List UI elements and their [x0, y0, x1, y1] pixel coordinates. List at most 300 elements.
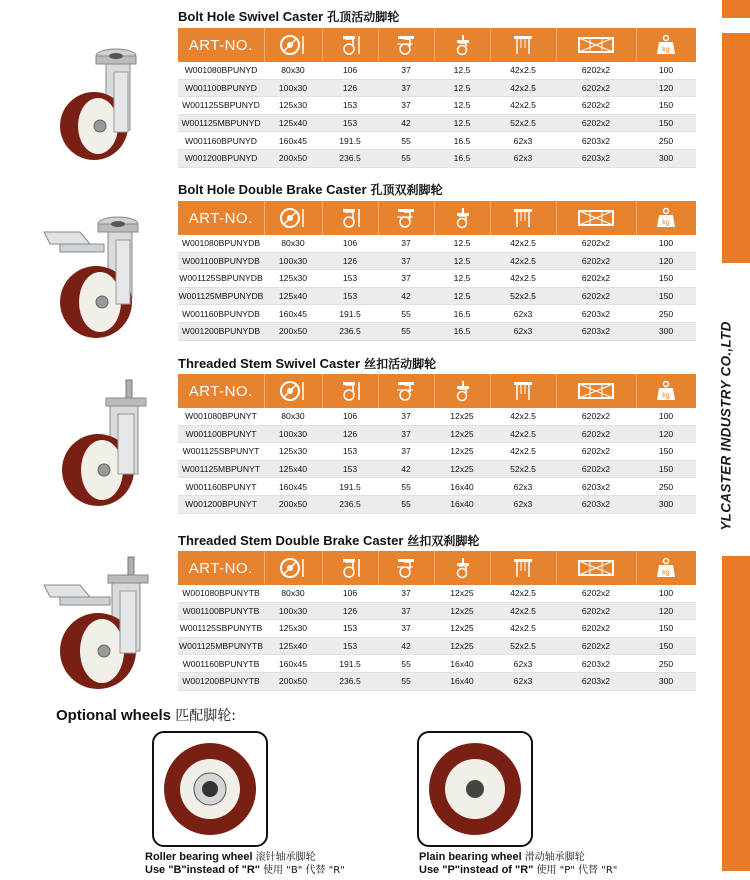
- cell-bearing: 6203x2: [556, 672, 636, 690]
- wheel-note-cn: 使用 "P" 代替 "R": [536, 865, 618, 876]
- cell-offset: 37: [378, 620, 434, 638]
- cell-art-no: W001160BPUNYDB: [178, 305, 264, 323]
- table-row: [178, 270, 696, 288]
- cell-plate: 42x2.5: [490, 602, 556, 620]
- header-overall-height-icon: [322, 201, 378, 235]
- cell-wheel-size: 100x30: [264, 602, 322, 620]
- section-title-cn: 丝扣双刹脚轮: [407, 534, 480, 548]
- cell-bearing: 6203x2: [556, 149, 636, 167]
- cell-bearing: 6202x2: [556, 114, 636, 132]
- bolt-hole-icon: [449, 380, 475, 402]
- cell-bearing: 6202x2: [556, 460, 636, 478]
- bolt-hole-icon: [449, 34, 475, 56]
- section-title-2: [178, 181, 443, 198]
- cell-bolt: 12x25: [434, 460, 490, 478]
- cell-art-no: W001125SBPUNYD: [178, 97, 264, 115]
- spec-table-bolt-hole-swivel: [178, 28, 696, 168]
- cell-wheel-size: 200x50: [264, 495, 322, 513]
- cell-load: 300: [636, 322, 696, 340]
- cell-height: 153: [322, 114, 378, 132]
- section-title-en: Bolt Hole Swivel Caster: [178, 9, 324, 24]
- cell-offset: 55: [378, 495, 434, 513]
- cell-bearing: 6203x2: [556, 495, 636, 513]
- wheel-diameter-icon: [279, 557, 307, 579]
- cell-wheel-size: 160x45: [264, 478, 322, 496]
- load-weight-icon: [655, 34, 677, 56]
- wheel-name-cn: 滑动轴承脚轮: [524, 852, 585, 863]
- cell-bolt: 12.5: [434, 287, 490, 305]
- header-offset-icon: [378, 28, 434, 62]
- cell-load: 150: [636, 287, 696, 305]
- cell-height: 153: [322, 443, 378, 461]
- cell-offset: 37: [378, 79, 434, 97]
- table-row: [178, 79, 696, 97]
- cell-art-no: W001080BPUNYT: [178, 408, 264, 425]
- cell-height: 106: [322, 408, 378, 425]
- table-row: [178, 637, 696, 655]
- top-plate-icon: [510, 380, 536, 402]
- cell-load: 150: [636, 270, 696, 288]
- header-art-no: ART-NO.: [178, 28, 264, 62]
- cell-wheel-size: 125x40: [264, 114, 322, 132]
- cell-offset: 37: [378, 408, 434, 425]
- table-row: [178, 62, 696, 79]
- cell-height: 106: [322, 585, 378, 602]
- cell-bolt: 16x40: [434, 655, 490, 673]
- cell-plate: 42x2.5: [490, 408, 556, 425]
- bolt-hole-swivel-caster-image: [58, 42, 158, 172]
- cell-art-no: W001160BPUNYT: [178, 478, 264, 496]
- cell-plate: 62x3: [490, 655, 556, 673]
- cell-bearing: 6203x2: [556, 132, 636, 150]
- cell-height: 236.5: [322, 322, 378, 340]
- cell-plate: 42x2.5: [490, 97, 556, 115]
- cell-bolt: 16x40: [434, 672, 490, 690]
- load-weight-icon: [655, 380, 677, 402]
- cell-bearing: 6202x2: [556, 270, 636, 288]
- cell-wheel-size: 125x40: [264, 637, 322, 655]
- cell-load: 300: [636, 495, 696, 513]
- optional-title-cn: 匹配脚轮:: [175, 708, 236, 724]
- bearing-icon: [576, 208, 616, 228]
- section-title-en: Bolt Hole Double Brake Caster: [178, 182, 367, 197]
- header-top-plate-icon: [490, 551, 556, 585]
- cell-offset: 55: [378, 149, 434, 167]
- cell-bolt: 12x25: [434, 602, 490, 620]
- cell-art-no: W001125MBPUNYD: [178, 114, 264, 132]
- bearing-icon: [576, 558, 616, 578]
- cell-plate: 42x2.5: [490, 425, 556, 443]
- cell-plate: 62x3: [490, 322, 556, 340]
- cell-height: 126: [322, 425, 378, 443]
- cell-load: 250: [636, 655, 696, 673]
- cell-plate: 62x3: [490, 132, 556, 150]
- cell-art-no: W001100BPUNYT: [178, 425, 264, 443]
- cell-height: 191.5: [322, 305, 378, 323]
- cell-load: 250: [636, 305, 696, 323]
- wheel-name: Roller bearing wheel: [145, 851, 253, 863]
- header-bolt-hole-icon: [434, 374, 490, 408]
- cell-bolt: 12.5: [434, 62, 490, 79]
- cell-art-no: W001125SBPUNYT: [178, 443, 264, 461]
- table-row: [178, 478, 696, 496]
- cell-bearing: 6202x2: [556, 585, 636, 602]
- load-weight-icon: [655, 557, 677, 579]
- cell-plate: 42x2.5: [490, 443, 556, 461]
- header-art-no: ART-NO.: [178, 201, 264, 235]
- cell-plate: 42x2.5: [490, 620, 556, 638]
- optional-title-en: Optional wheels: [56, 707, 172, 724]
- section-title-en: Threaded Stem Double Brake Caster: [178, 533, 404, 548]
- spec-table-threaded-brake: [178, 551, 696, 691]
- cell-height: 236.5: [322, 149, 378, 167]
- cell-wheel-size: 80x30: [264, 408, 322, 425]
- table-header-row: [178, 551, 696, 585]
- cell-plate: 42x2.5: [490, 235, 556, 252]
- cell-height: 191.5: [322, 655, 378, 673]
- orange-strip-upper: [722, 33, 750, 263]
- wheel-diameter-icon: [279, 380, 307, 402]
- header-bearing-icon: [556, 28, 636, 62]
- cell-plate: 42x2.5: [490, 270, 556, 288]
- svg-text:kg: kg: [662, 219, 670, 227]
- brand-name: YLCASTER INDUSTRY CO.,LTD: [718, 321, 734, 531]
- cell-height: 236.5: [322, 495, 378, 513]
- cell-wheel-size: 125x30: [264, 97, 322, 115]
- cell-load: 300: [636, 672, 696, 690]
- section-title-cn: 丝扣活动脚轮: [364, 357, 437, 371]
- cell-bearing: 6203x2: [556, 322, 636, 340]
- cell-bolt: 12.5: [434, 114, 490, 132]
- cell-offset: 42: [378, 287, 434, 305]
- wheel-note: Use "P"instead of "R": [419, 864, 534, 876]
- cell-bolt: 12x25: [434, 408, 490, 425]
- cell-wheel-size: 100x30: [264, 79, 322, 97]
- header-wheel-diameter-icon: [264, 374, 322, 408]
- cell-wheel-size: 125x30: [264, 620, 322, 638]
- cell-wheel-size: 200x50: [264, 322, 322, 340]
- cell-height: 126: [322, 252, 378, 270]
- cell-bearing: 6202x2: [556, 252, 636, 270]
- cell-offset: 55: [378, 478, 434, 496]
- cell-offset: 55: [378, 322, 434, 340]
- cell-bolt: 12x25: [434, 620, 490, 638]
- cell-art-no: W001200BPUNYTB: [178, 672, 264, 690]
- cell-bearing: 6202x2: [556, 620, 636, 638]
- table-row: [178, 655, 696, 673]
- cell-wheel-size: 80x30: [264, 585, 322, 602]
- optional-wheels-title: [56, 705, 236, 725]
- wheel-note: Use "B"instead of "R": [145, 864, 260, 876]
- cell-load: 250: [636, 132, 696, 150]
- cell-load: 150: [636, 637, 696, 655]
- header-overall-height-icon: [322, 374, 378, 408]
- top-plate-icon: [510, 557, 536, 579]
- wheel-name-cn: 滚针轴承脚轮: [255, 852, 316, 863]
- cell-bearing: 6202x2: [556, 235, 636, 252]
- cell-plate: 52x2.5: [490, 637, 556, 655]
- wheel-note-cn: 使用 "B" 代替 "R": [263, 865, 345, 876]
- cell-load: 100: [636, 62, 696, 79]
- cell-offset: 37: [378, 443, 434, 461]
- table-row: [178, 97, 696, 115]
- cell-bolt: 12.5: [434, 235, 490, 252]
- roller-wheel-icon: [154, 733, 266, 845]
- table-row: [178, 443, 696, 461]
- roller-bearing-wheel-image: [152, 731, 268, 847]
- cell-offset: 37: [378, 235, 434, 252]
- cell-plate: 52x2.5: [490, 114, 556, 132]
- cell-bearing: 6202x2: [556, 637, 636, 655]
- header-load-weight-icon: [636, 28, 696, 62]
- cell-art-no: W001080BPUNYDB: [178, 235, 264, 252]
- cell-load: 100: [636, 408, 696, 425]
- cell-offset: 37: [378, 62, 434, 79]
- cell-offset: 37: [378, 252, 434, 270]
- section-title-4: [178, 532, 479, 549]
- threaded-stem-swivel-caster-image: [58, 378, 158, 518]
- table-row: [178, 495, 696, 513]
- cell-wheel-size: 160x45: [264, 132, 322, 150]
- table-header-row: [178, 201, 696, 235]
- offset-icon: [393, 557, 419, 579]
- bolt-hole-icon: [449, 207, 475, 229]
- wheel-diameter-icon: [279, 207, 307, 229]
- spec-table-bolt-hole-brake: [178, 201, 696, 341]
- cell-wheel-size: 125x30: [264, 443, 322, 461]
- overall-height-icon: [337, 207, 363, 229]
- bearing-icon: [576, 35, 616, 55]
- header-bearing-icon: [556, 374, 636, 408]
- cell-height: 153: [322, 97, 378, 115]
- overall-height-icon: [337, 34, 363, 56]
- cell-load: 120: [636, 425, 696, 443]
- plain-bearing-caption: [419, 851, 617, 877]
- cell-plate: 42x2.5: [490, 79, 556, 97]
- table-row: [178, 252, 696, 270]
- cell-load: 150: [636, 443, 696, 461]
- top-plate-icon: [510, 34, 536, 56]
- table-row: [178, 460, 696, 478]
- offset-icon: [393, 207, 419, 229]
- plain-bearing-wheel-image: [417, 731, 533, 847]
- top-plate-icon: [510, 207, 536, 229]
- cell-height: 126: [322, 602, 378, 620]
- cell-plate: 62x3: [490, 149, 556, 167]
- cell-bolt: 16.5: [434, 132, 490, 150]
- wheel-diameter-icon: [279, 34, 307, 56]
- roller-bearing-caption: [145, 851, 345, 877]
- cell-bearing: 6202x2: [556, 79, 636, 97]
- cell-bearing: 6202x2: [556, 443, 636, 461]
- cell-bolt: 12.5: [434, 252, 490, 270]
- cell-art-no: W001200BPUNYD: [178, 149, 264, 167]
- cell-load: 120: [636, 602, 696, 620]
- table-row: [178, 132, 696, 150]
- table-row: [178, 620, 696, 638]
- section-title-cn: 孔顶双刹脚轮: [370, 183, 443, 197]
- svg-text:kg: kg: [662, 569, 670, 577]
- svg-text:kg: kg: [662, 392, 670, 400]
- wheel-name: Plain bearing wheel: [419, 851, 522, 863]
- bolt-hole-brake-caster-image: [40, 210, 160, 345]
- cell-offset: 37: [378, 270, 434, 288]
- threaded-stem-brake-caster-image: [40, 555, 160, 695]
- cell-art-no: W001160BPUNYD: [178, 132, 264, 150]
- offset-icon: [393, 380, 419, 402]
- section-title-1: [178, 8, 399, 25]
- cell-wheel-size: 100x30: [264, 425, 322, 443]
- cell-bolt: 16.5: [434, 305, 490, 323]
- cell-bolt: 12x25: [434, 637, 490, 655]
- cell-bolt: 16.5: [434, 149, 490, 167]
- cell-wheel-size: 80x30: [264, 62, 322, 79]
- header-wheel-diameter-icon: [264, 28, 322, 62]
- cell-bolt: 12.5: [434, 79, 490, 97]
- cell-height: 236.5: [322, 672, 378, 690]
- cell-wheel-size: 160x45: [264, 305, 322, 323]
- cell-wheel-size: 125x40: [264, 460, 322, 478]
- header-overall-height-icon: [322, 551, 378, 585]
- cell-art-no: W001100BPUNYTB: [178, 602, 264, 620]
- header-top-plate-icon: [490, 374, 556, 408]
- cell-bearing: 6202x2: [556, 425, 636, 443]
- header-load-weight-icon: [636, 551, 696, 585]
- header-load-weight-icon: [636, 201, 696, 235]
- cell-height: 191.5: [322, 132, 378, 150]
- header-wheel-diameter-icon: [264, 201, 322, 235]
- cell-offset: 55: [378, 672, 434, 690]
- cell-bolt: 16.5: [434, 322, 490, 340]
- header-offset-icon: [378, 201, 434, 235]
- load-weight-icon: [655, 207, 677, 229]
- cell-plate: 62x3: [490, 478, 556, 496]
- cell-load: 150: [636, 97, 696, 115]
- cell-load: 150: [636, 620, 696, 638]
- cell-offset: 55: [378, 132, 434, 150]
- overall-height-icon: [337, 380, 363, 402]
- cell-plate: 42x2.5: [490, 585, 556, 602]
- cell-offset: 37: [378, 97, 434, 115]
- cell-height: 153: [322, 637, 378, 655]
- cell-art-no: W001125MBPUNYTB: [178, 637, 264, 655]
- table-row: [178, 425, 696, 443]
- header-top-plate-icon: [490, 201, 556, 235]
- table-row: [178, 287, 696, 305]
- cell-art-no: W001080BPUNYTB: [178, 585, 264, 602]
- cell-offset: 37: [378, 585, 434, 602]
- cell-wheel-size: 80x30: [264, 235, 322, 252]
- header-bolt-hole-icon: [434, 551, 490, 585]
- orange-strip-top: [722, 0, 750, 18]
- cell-height: 153: [322, 287, 378, 305]
- cell-plate: 52x2.5: [490, 460, 556, 478]
- cell-load: 100: [636, 585, 696, 602]
- cell-art-no: W001125SBPUNYDB: [178, 270, 264, 288]
- section-title-en: Threaded Stem Swivel Caster: [178, 356, 361, 371]
- cell-offset: 42: [378, 114, 434, 132]
- cell-offset: 42: [378, 460, 434, 478]
- header-bolt-hole-icon: [434, 201, 490, 235]
- header-bearing-icon: [556, 201, 636, 235]
- header-top-plate-icon: [490, 28, 556, 62]
- cell-art-no: W001100BPUNYD: [178, 79, 264, 97]
- overall-height-icon: [337, 557, 363, 579]
- svg-text:kg: kg: [662, 46, 670, 54]
- cell-height: 191.5: [322, 478, 378, 496]
- plain-wheel-icon: [419, 733, 531, 845]
- cell-art-no: W001200BPUNYDB: [178, 322, 264, 340]
- cell-offset: 42: [378, 637, 434, 655]
- table-row: [178, 672, 696, 690]
- cell-art-no: W001100BPUNYDB: [178, 252, 264, 270]
- cell-height: 106: [322, 62, 378, 79]
- cell-height: 153: [322, 620, 378, 638]
- header-bolt-hole-icon: [434, 28, 490, 62]
- header-wheel-diameter-icon: [264, 551, 322, 585]
- cell-bolt: 12.5: [434, 97, 490, 115]
- cell-load: 150: [636, 460, 696, 478]
- cell-load: 100: [636, 235, 696, 252]
- cell-bolt: 12x25: [434, 425, 490, 443]
- cell-wheel-size: 125x30: [264, 270, 322, 288]
- table-row: [178, 235, 696, 252]
- cell-wheel-size: 160x45: [264, 655, 322, 673]
- cell-offset: 55: [378, 305, 434, 323]
- cell-bearing: 6202x2: [556, 602, 636, 620]
- cell-plate: 42x2.5: [490, 62, 556, 79]
- table-row: [178, 149, 696, 167]
- cell-height: 153: [322, 270, 378, 288]
- header-overall-height-icon: [322, 28, 378, 62]
- cell-load: 150: [636, 114, 696, 132]
- header-art-no: ART-NO.: [178, 374, 264, 408]
- cell-bearing: 6203x2: [556, 305, 636, 323]
- cell-bearing: 6203x2: [556, 478, 636, 496]
- table-row: [178, 305, 696, 323]
- cell-art-no: W001200BPUNYT: [178, 495, 264, 513]
- table-row: [178, 585, 696, 602]
- cell-bolt: 16x40: [434, 478, 490, 496]
- cell-height: 153: [322, 460, 378, 478]
- header-bearing-icon: [556, 551, 636, 585]
- cell-plate: 62x3: [490, 672, 556, 690]
- header-art-no: ART-NO.: [178, 551, 264, 585]
- header-offset-icon: [378, 374, 434, 408]
- cell-wheel-size: 125x40: [264, 287, 322, 305]
- bolt-hole-icon: [449, 557, 475, 579]
- cell-load: 120: [636, 79, 696, 97]
- cell-load: 300: [636, 149, 696, 167]
- cell-wheel-size: 100x30: [264, 252, 322, 270]
- header-load-weight-icon: [636, 374, 696, 408]
- brand-vertical: [716, 306, 736, 546]
- table-row: [178, 322, 696, 340]
- cell-load: 120: [636, 252, 696, 270]
- table-row: [178, 408, 696, 425]
- cell-bearing: 6203x2: [556, 655, 636, 673]
- table-header-row: [178, 374, 696, 408]
- spec-table-threaded-swivel: [178, 374, 696, 514]
- cell-wheel-size: 200x50: [264, 149, 322, 167]
- cell-plate: 42x2.5: [490, 252, 556, 270]
- cell-bolt: 12.5: [434, 270, 490, 288]
- cell-offset: 37: [378, 425, 434, 443]
- section-title-cn: 孔顶活动脚轮: [327, 10, 400, 24]
- bearing-icon: [576, 381, 616, 401]
- cell-plate: 62x3: [490, 305, 556, 323]
- cell-art-no: W001125MBPUNYDB: [178, 287, 264, 305]
